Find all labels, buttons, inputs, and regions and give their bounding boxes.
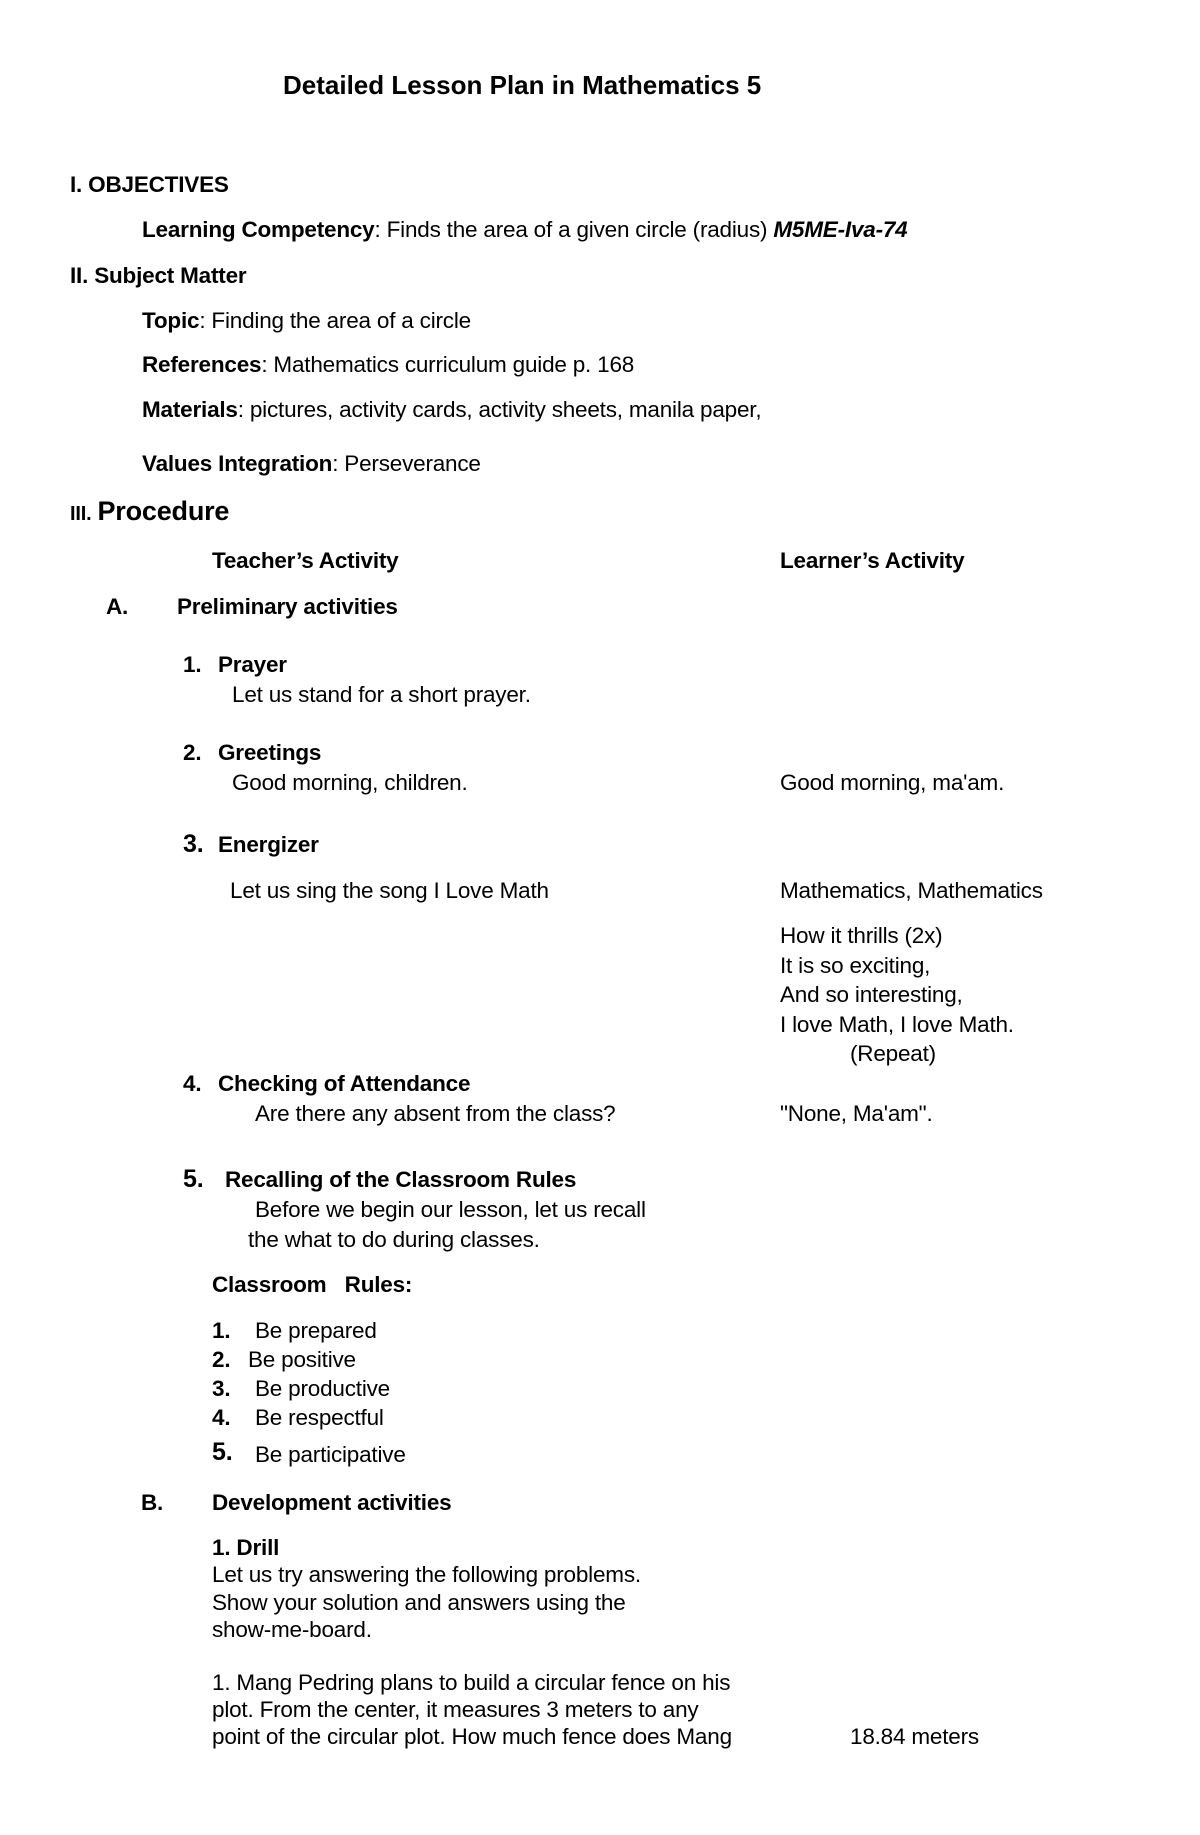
drill-line: Let us try answering the following problems. [212, 1562, 641, 1587]
rule-text: Be productive [255, 1376, 390, 1401]
drill-title: 1. Drill [212, 1535, 280, 1560]
song-line: I love Math, I love Math. [780, 1012, 1014, 1037]
procedure-heading [70, 498, 229, 527]
topic-line [142, 308, 471, 334]
rules-intro-line: Before we begin our lesson, let us recall [255, 1197, 646, 1222]
attendance-title: Checking of Attendance [218, 1071, 471, 1096]
values-label: Values Integration [142, 451, 333, 476]
drill-line: Show your solution and answers using the [212, 1590, 626, 1615]
attendance-number: 4. [183, 1071, 202, 1096]
rules-title: Recalling of the Classroom Rules [225, 1167, 577, 1192]
song-line: How it thrills (2x) [780, 923, 943, 948]
section-b-title: Development activities [212, 1490, 452, 1515]
page-title: Detailed Lesson Plan in Mathematics 5 [283, 70, 762, 100]
energizer-teacher-text: Let us sing the song I Love Math [230, 878, 549, 903]
prayer-number: 1. [183, 652, 202, 677]
rule-text: Be participative [255, 1442, 406, 1467]
drill-line: show-me-board. [212, 1617, 372, 1642]
teacher-activity-column-header: Teacher’s Activity [212, 548, 399, 573]
song-line: It is so exciting, [780, 953, 931, 978]
rule-text: Be positive [248, 1347, 356, 1372]
competency-code: M5ME-Iva-74 [773, 217, 908, 242]
procedure-title: Procedure [97, 496, 230, 526]
values-text: : Perseverance [332, 451, 481, 476]
materials-label: Materials [142, 397, 238, 422]
section-b-letter: B. [141, 1490, 164, 1515]
problem-answer: 18.84 meters [850, 1724, 979, 1749]
song-line: And so interesting, [780, 982, 963, 1007]
rule-text: Be respectful [255, 1405, 384, 1430]
rules-number: 5. [183, 1165, 204, 1193]
attendance-teacher-text: Are there any absent from the class? [255, 1101, 616, 1126]
values-line [142, 451, 481, 477]
subject-matter-heading: II. Subject Matter [70, 263, 247, 288]
problem-line: plot. From the center, it measures 3 meters to any [212, 1697, 699, 1722]
references-text: : Mathematics curriculum guide p. 168 [261, 352, 635, 377]
rules-intro-line: the what to do during classes. [248, 1227, 540, 1252]
topic-label: Topic [142, 308, 200, 333]
rule-number: 1. [212, 1318, 231, 1343]
objectives-heading: I. OBJECTIVES [70, 172, 229, 197]
energizer-title: Energizer [218, 832, 319, 857]
competency-label: Learning Competency [142, 217, 375, 242]
greetings-teacher-text: Good morning, children. [232, 770, 468, 795]
rule-number: 3. [212, 1376, 231, 1401]
learner-activity-column-header: Learner’s Activity [780, 548, 965, 573]
section-a-title: Preliminary activities [177, 594, 398, 619]
rule-number: 2. [212, 1347, 231, 1372]
materials-text: : pictures, activity cards, activity sheets, manila paper, [237, 397, 762, 422]
song-line: Mathematics, Mathematics [780, 878, 1043, 903]
greetings-learner-text: Good morning, ma'am. [780, 770, 1005, 795]
rule-text: Be prepared [255, 1318, 377, 1343]
classroom-rules-heading: Classroom Rules: [212, 1272, 413, 1297]
greetings-number: 2. [183, 740, 202, 765]
problem-line: point of the circular plot. How much fence does Mang [212, 1724, 732, 1749]
attendance-learner-text: "None, Ma'am". [780, 1101, 933, 1126]
prayer-teacher-text: Let us stand for a short prayer. [232, 682, 531, 707]
rule-number: 5. [212, 1438, 233, 1466]
section-a-letter: A. [106, 594, 129, 619]
learning-competency [142, 217, 908, 243]
song-repeat: (Repeat) [850, 1041, 936, 1066]
references-label: References [142, 352, 262, 377]
topic-text: : Finding the area of a circle [199, 308, 471, 333]
energizer-number: 3. [183, 830, 204, 858]
procedure-numeral: III. [70, 503, 92, 525]
rule-number: 4. [212, 1405, 231, 1430]
competency-text: : Finds the area of a given circle (radius) [374, 217, 774, 242]
references-line [142, 352, 634, 378]
problem-line: 1. Mang Pedring plans to build a circular fence on his [212, 1670, 731, 1695]
greetings-title: Greetings [218, 740, 322, 765]
materials-line [142, 397, 761, 423]
prayer-title: Prayer [218, 652, 287, 677]
